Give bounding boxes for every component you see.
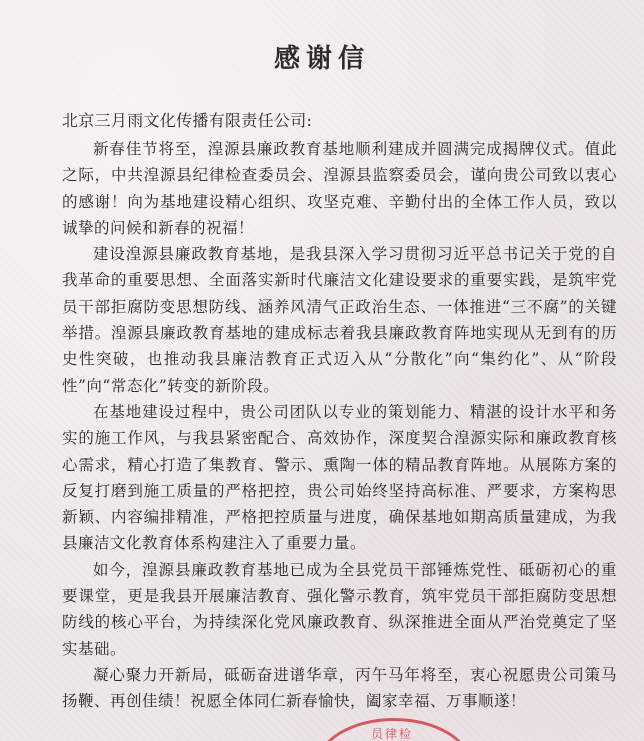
paragraph-5: 凝心聚力开新局，砥砺奋进谱华章，丙午马年将至，衷心祝愿贵公司策马扬鞭、再创佳绩！祝愿全体同仁新春愉快，阖家幸福、万事顺遂！ [62,665,617,711]
letter-title: 感谢信 [273,44,370,74]
paragraph-3: 在基地建设过程中，贵公司团队以专业的策划能力、精湛的设计水平和务实的施工作风，与我县紧密配合、高效协作，深度契合湟源实际和廉政教育核心需求，精心打造了集教育、警示、熏陶一体的精品教育阵地。从展陈方案的反复打磨到施工质量的严格把控，贵公司始终坚持高标准、严要求，方案构思新颖、内容编排精准，严格把控质量与进度，确保基地如期高质量建成，为我县廉洁文化教育体系构建注入了重要力量。 [62,402,617,553]
paragraph-2: 建设湟源县廉政教育基地，是我县深入学习贯彻习近平总书记关于党的自我革命的重要思想、全面落实新时代廉洁文化建设要求的重要实践，是筑牢党员干部拒腐防变思想防线、涵养风清气正政治生态、一体推进“三不腐”的关键举措。湟源县廉政教育基地的建成标志着我县廉政教育阵地实现从无到有的历史性突破，也推动我县廉洁教育正式迈入从“分散化”向“集约化”、从“阶段性”向“常态化”转变的新阶段。 [62,245,617,395]
official-seal-stamp [316,718,472,741]
seal-text: 员律检 [371,727,414,741]
paragraph-4: 如今，湟源县廉政教育基地已成为全县党员干部锤炼党性、砥砺初心的重要课堂，更是我县开展廉洁教育、强化警示教育，筑牢党员干部拒腐防变思想防线的核心平台，为持续深化党风廉政教育、纵深推进全面从严治党奠定了坚实基础。 [62,560,617,658]
salutation: 北京三月雨文化传播有限责任公司: [62,111,313,130]
paragraph-1: 新春佳节将至，湟源县廉政教育基地顺利建成并圆满完成揭牌仪式。值此之际，中共湟源县纪律检查委员会、湟源县监察委员会，谨向贵公司致以衷心的感谢！向为基地建设精心组织、攻坚克难、辛勤付出的全体工作人员，致以诚挚的问候和新春的祝福！ [62,140,617,237]
letter-body [62,136,617,715]
